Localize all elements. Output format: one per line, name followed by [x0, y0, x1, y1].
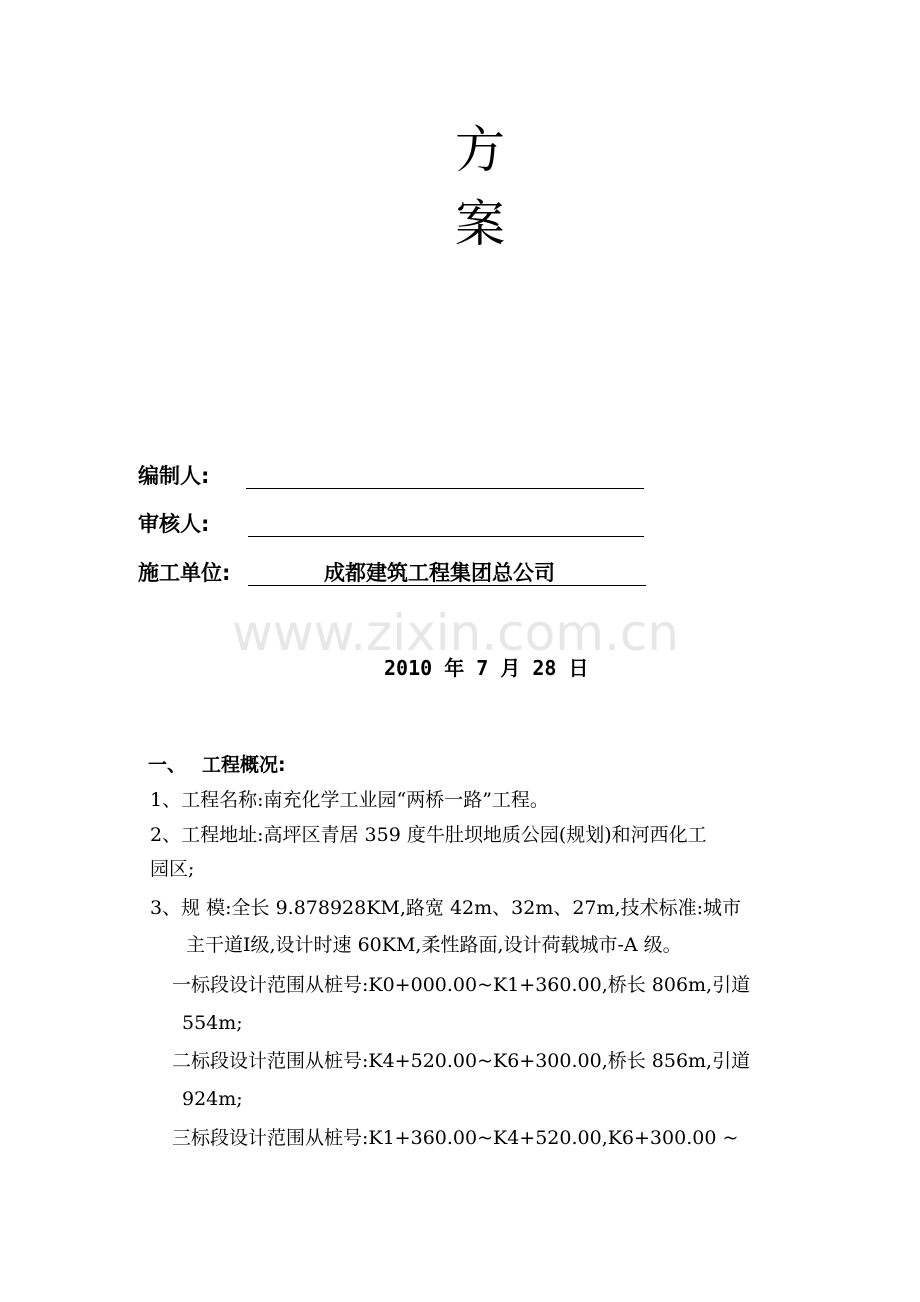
- paragraph-line: 园区;: [150, 858, 195, 880]
- reviewer-signature-line: [248, 536, 644, 537]
- construction-unit-row: [138, 557, 648, 589]
- document-date: 2010 年 7 月 28 日: [384, 656, 589, 680]
- paragraph-line: 二标段设计范围从桩号:K4+520.00~K6+300.00,桥长 856m,引道: [172, 1050, 751, 1072]
- paragraph-line: 554m;: [182, 1012, 243, 1034]
- compiler-row: [138, 460, 648, 492]
- section-title: 工程概况:: [202, 754, 286, 776]
- section-heading: [148, 750, 286, 777]
- reviewer-row: [138, 508, 648, 540]
- section-number: 一、: [148, 754, 187, 776]
- construction-unit-label: 施工单位:: [138, 561, 231, 585]
- paragraph-line: 1、工程名称:南充化学工业园“两桥一路”工程。: [150, 789, 549, 811]
- paragraph-line: 924m;: [182, 1088, 243, 1110]
- paragraph-line: 3、规 模:全长 9.878928KM,路宽 42m、32m、27m,技术标准:城市: [150, 897, 741, 919]
- paragraph-line: 2、工程地址:高坪区青居 359 度牛肚坝地质公园(规划)和河西化工: [150, 824, 707, 846]
- paragraph-line: 三标段设计范围从桩号:K1+360.00~K4+520.00,K6+300.00 ~: [172, 1127, 739, 1149]
- reviewer-label: 审核人:: [138, 512, 210, 536]
- cover-title-char-1: 方: [455, 121, 505, 179]
- construction-unit-value: 成都建筑工程集团总公司: [324, 561, 555, 585]
- compiler-label: 编制人:: [138, 464, 210, 488]
- paragraph-line: 主干道Ⅰ级,设计时速 60KM,柔性路面,设计荷载城市-A 级。: [186, 934, 682, 956]
- compiler-signature-line: [246, 488, 644, 489]
- cover-title-char-2: 案: [455, 195, 505, 253]
- paragraph-line: 一标段设计范围从桩号:K0+000.00~K1+360.00,桥长 806m,引道: [172, 974, 751, 996]
- watermark: www.zixin.com.cn: [232, 604, 680, 662]
